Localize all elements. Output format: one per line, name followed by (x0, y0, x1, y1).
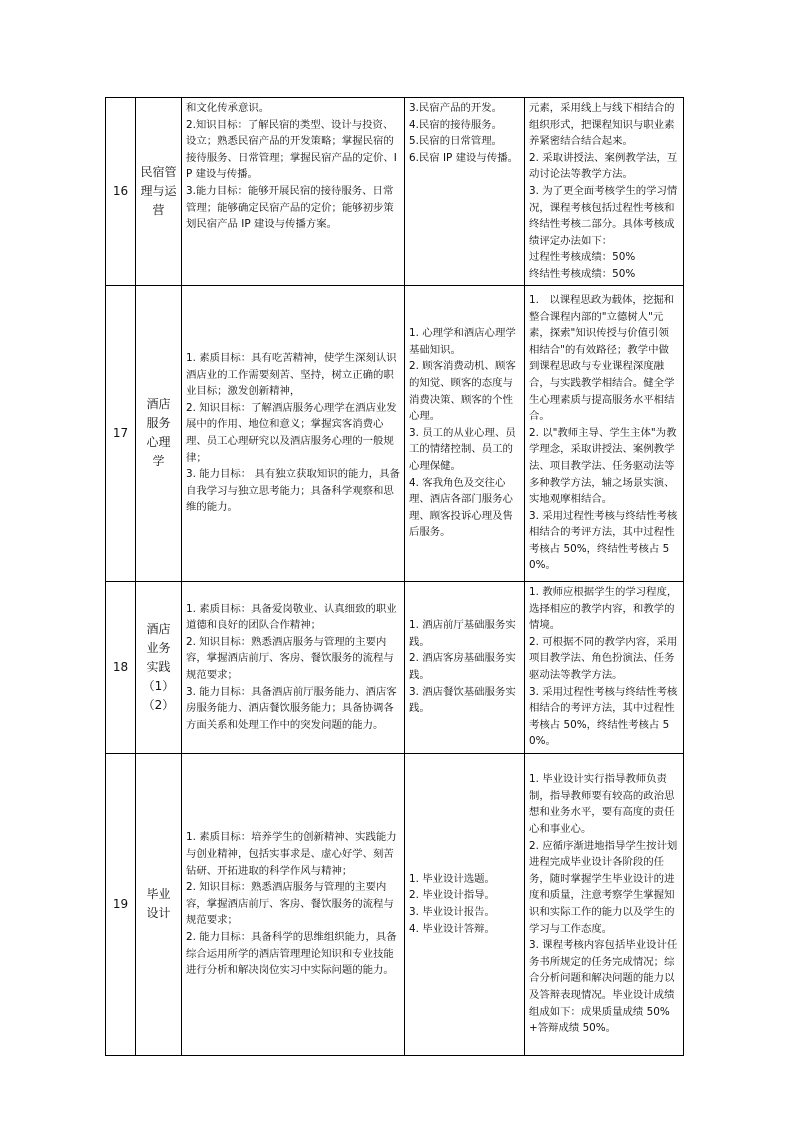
content-item: 5.民宿的日常管理。 (409, 135, 503, 148)
content-item: 3. 员工的从业心理、员工的情绪控制、员工的心理保健。 (409, 426, 516, 472)
requirement-item: 2. 应循序渐进地指导学生按计划进程完成毕业设计各阶段的任务，随时掌握学生毕业设计的进度和质量，注意考察学生掌握知识和实际工作的能力以及学生的学习与工作态度。 (529, 839, 678, 935)
objective-item: 2. 知识目标：熟悉酒店服务与管理的主要内容，掌握酒店前厅、客房、餐饮服务的流程与规范要求； (186, 635, 394, 682)
course-objectives (182, 285, 405, 581)
course-name-line: （2） (142, 697, 175, 712)
objective-item: 1. 素质目标：培养学生的创新精神、实践能力与创业精神，包括实事求是、虚心好学、刻苦钻研、开拓进取的科学作风与精神； (186, 831, 397, 877)
objective-item: 2.知识目标：了解民宿的类型、设计与投资、设立；熟悉民宿产品的开发策略；掌握民宿的接待服务、日常管理；掌握民宿产品的定价、IP 建设与传播。 (186, 118, 397, 181)
course-name (136, 753, 182, 1055)
course-content (405, 581, 525, 753)
course-name-line: 理与运 (140, 183, 177, 198)
content-item: 3. 酒店餐饮基础服务实践。 (409, 685, 516, 715)
requirement-item: 2. 以"教师主导、学生主体"为教学理念，采取讲授法、案例教学法、项目教学法、任务驱动法等多种教学方法，辅之场景实演、实地观摩相结合。 (529, 426, 677, 506)
teaching-requirements (525, 581, 684, 753)
course-name (136, 581, 182, 753)
objective-item: 和文化传承意识。 (186, 102, 270, 114)
course-content (405, 98, 525, 286)
objective-item: 1. 素质目标：具有吃苦精神，使学生深刻认识酒店业的工作需要刻苦、坚持，树立正确的职业目标；激发创新精神， (186, 352, 397, 398)
row-number: 16 (106, 98, 136, 286)
requirement-item: 1. 以课程思政为载体，挖掘和整合课程内部的"立德树人"元素，探索"知识传授与价值引领相结合"的有效路径；教学中做到课程思政与专业课程深度融合，与实践教学相结合。健全学生心理素质与提高服务水平相结合。 (529, 293, 675, 423)
content-item: 1. 毕业设计选题。 (409, 872, 495, 885)
content-item: 3. 毕业设计报告。 (409, 906, 495, 919)
teaching-requirements (525, 753, 684, 1055)
content-item: 1. 心理学和酒店心理学基础知识。 (409, 327, 516, 356)
course-name-line: 实践 (146, 659, 171, 674)
row-number: 19 (106, 753, 136, 1055)
requirement-item: 元素，采用线上与线下相结合的组织形式，把课程知识与职业素养紧密结合结合起来。 (529, 102, 675, 148)
table-row (106, 98, 684, 286)
objective-item: 2. 能力目标：具备科学的思维组织能力，具备综合运用所学的酒店管理理论知识和专业技能进行分析和解决岗位实习中实际问题的能力。 (186, 930, 397, 977)
objective-item: 2. 知识目标：了解酒店服务心理学在酒店业发展中的作用、地位和意义；掌握宾客消费心理、员工心理研究以及酒店服务心理的一般规律； (186, 401, 397, 464)
course-name (136, 98, 182, 286)
teaching-requirements (525, 98, 684, 286)
objective-item: 3. 能力目标： 具有独立获取知识的能力，具备自我学习与独立思考能力；具备科学观察和思维的能力。 (186, 468, 400, 514)
content-item: 4. 客我角色及交往心理、酒店各部门服务心理、顾客投诉心理及售后服务。 (409, 476, 513, 539)
objective-item: 1. 素质目标：具备爱岗敬业、认真细致的职业道德和良好的团队合作精神； (186, 602, 397, 632)
course-name-line: 营 (152, 202, 165, 217)
requirement-item: 2. 可根据不同的教学内容，采用项目教学法、角色扮演法、任务驱动法等教学方法。 (529, 635, 678, 682)
content-item: 3.民宿产品的开发。 (409, 102, 503, 114)
course-name-line: 业务 (146, 640, 171, 655)
course-objectives (182, 581, 405, 753)
course-table (105, 97, 684, 1056)
requirement-item: 3. 为了更全面考核学生的学习情况，课程考核包括过程性考核和终结性考核二部分。具体考核成绩评定办法如下： (529, 184, 678, 247)
objective-item: 2. 知识目标：熟悉酒店服务与管理的主要内容，掌握酒店前厅、客房、餐饮服务的流程与规范要求； (186, 881, 394, 927)
requirement-item: 3. 采用过程性考核与终结性考核相结合的考评方法，其中过程性考核占 50%，终结性考核占 50%。 (529, 685, 678, 748)
objective-item: 3. 能力目标：具备酒店前厅服务能力、酒店客房服务能力、酒店餐饮服务能力；具备协调各方面关系和处理工作中的突发问题的能力。 (186, 685, 397, 731)
row-number: 17 (106, 285, 136, 581)
content-item: 6.民宿 IP 建设与传播。 (409, 151, 518, 164)
content-item: 2. 顾客消费动机、顾客的知觉、顾客的态度与消费决策、顾客的个性心理。 (409, 360, 516, 423)
requirement-item: 过程性考核成绩：50% (529, 251, 636, 264)
content-item: 1. 酒店前厅基础服务实践。 (409, 619, 516, 648)
requirement-item: 3. 课程考核内容包括毕业设计任务书所规定的任务完成情况；综合分析问题和解决问题的能力以及答辩表现情况。毕业设计成绩组成如下：成果质量成绩 50%+答辩成绩 50%。 (529, 939, 678, 1035)
table-row (106, 581, 684, 753)
content-item: 2. 酒店客房基础服务实践。 (409, 652, 516, 682)
requirement-item: 2. 采取讲授法、案例教学法，互动讨论法等教学方法。 (529, 151, 678, 181)
course-name-line: 服务 (146, 416, 171, 431)
course-name-line: （1） (142, 678, 175, 693)
content-item: 4. 毕业设计答辩。 (409, 922, 495, 935)
teaching-requirements (525, 285, 684, 581)
requirement-item: 1. 毕业设计实行指导教师负责制，指导教师要有较高的政治思想和业务水平，要有高度的责任心和事业心。 (529, 773, 675, 836)
course-name-line: 心理 (146, 435, 171, 450)
requirement-item: 终结性考核成绩：50% (529, 267, 636, 280)
course-name-line: 设计 (146, 906, 171, 921)
course-name-line: 酒店 (146, 621, 171, 636)
course-name-line: 民宿管 (140, 164, 177, 179)
content-item: 2. 毕业设计指导。 (409, 889, 495, 902)
course-objectives (182, 753, 405, 1055)
course-name-line: 酒店 (146, 397, 171, 412)
course-content (405, 285, 525, 581)
table-row (106, 285, 684, 581)
content-item: 4.民宿的接待服务。 (409, 118, 503, 131)
objective-item: 3.能力目标：能够开展民宿的接待服务、日常管理；能够确定民宿产品的定价；能够初步策划民宿产品 IP 建设与传播方案。 (186, 184, 394, 231)
course-objectives (182, 98, 405, 286)
course-name-line: 毕业 (146, 887, 171, 902)
course-content (405, 753, 525, 1055)
course-name-line: 学 (152, 454, 165, 469)
requirement-item: 1. 教师应根据学生的学习程度，选择相应的教学内容，和教学的情境。 (529, 586, 678, 632)
row-number: 18 (106, 581, 136, 753)
course-name (136, 285, 182, 581)
table-row (106, 753, 684, 1055)
requirement-item: 3. 采用过程性考核与终结性考核相结合的考评方法，其中过程性考核占 50%，终结性考核占 50%。 (529, 509, 678, 572)
